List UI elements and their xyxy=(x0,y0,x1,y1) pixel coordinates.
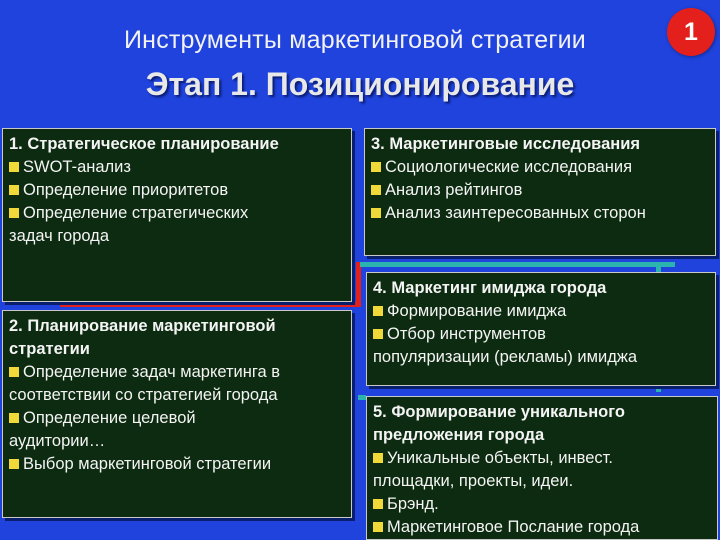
box-marketing-research xyxy=(364,128,716,256)
square-bullet-icon xyxy=(371,208,381,218)
square-bullet-icon xyxy=(371,185,381,195)
list-item: Уникальные объекты, инвест. xyxy=(373,447,711,470)
slide-subtitle: Этап 1. Позиционирование xyxy=(145,66,575,102)
box-marketing-strategy-planning xyxy=(2,310,352,518)
list-item: Маркетинговое Послание города xyxy=(373,516,711,539)
list-item-continuation: аудитории… xyxy=(9,432,106,450)
list-item-continuation: задач города xyxy=(9,227,109,245)
list-item-continuation: площадки, проекты, идеи. xyxy=(373,472,574,490)
box3-heading: 3. Маркетинговые исследования xyxy=(371,135,641,153)
box-unique-city-offer xyxy=(366,396,718,540)
square-bullet-icon xyxy=(373,522,383,532)
connector-red-horizontal xyxy=(60,302,360,307)
list-item-continuation: популяризации (рекламы) имиджа xyxy=(373,348,638,366)
slide-number-badge: 1 xyxy=(667,8,715,56)
box2-heading-line1: 2. Планирование маркетинговой xyxy=(9,317,276,335)
square-bullet-icon xyxy=(373,329,383,339)
square-bullet-icon xyxy=(373,499,383,509)
list-item: Брэнд. xyxy=(373,493,711,516)
list-item: Определение приоритетов xyxy=(9,179,345,202)
list-item: Отбор инструментов xyxy=(373,323,709,346)
box-strategic-planning xyxy=(2,128,352,302)
box5-heading-line2: предложения города xyxy=(373,426,545,444)
connector-teal-horizontal xyxy=(360,262,675,267)
connector-red-vertical xyxy=(356,262,361,307)
list-item: Социологические исследования xyxy=(371,156,709,179)
list-item: Анализ рейтингов xyxy=(371,179,709,202)
box4-heading: 4. Маркетинг имиджа города xyxy=(373,279,607,297)
list-item: Анализ заинтересованных сторон xyxy=(371,202,709,225)
box5-heading-line1: 5. Формирование уникального xyxy=(373,403,625,421)
square-bullet-icon xyxy=(373,306,383,316)
list-item: Определение задач маркетинга в xyxy=(9,361,345,384)
square-bullet-icon xyxy=(9,185,19,195)
square-bullet-icon xyxy=(9,162,19,172)
square-bullet-icon xyxy=(9,367,19,377)
square-bullet-icon xyxy=(373,453,383,463)
box1-heading: 1. Стратегическое планирование xyxy=(9,135,279,153)
square-bullet-icon xyxy=(371,162,381,172)
square-bullet-icon xyxy=(9,459,19,469)
square-bullet-icon xyxy=(9,413,19,423)
slide-title: Инструменты маркетинговой стратегии xyxy=(124,26,586,54)
box-city-image-marketing xyxy=(366,272,716,386)
list-item-continuation: соответствии со стратегией города xyxy=(9,386,278,404)
square-bullet-icon xyxy=(9,208,19,218)
list-item: Выбор маркетинговой стратегии xyxy=(9,453,345,476)
list-item: Формирование имиджа xyxy=(373,300,709,323)
list-item: SWOT-анализ xyxy=(9,156,345,179)
list-item: Определение стратегических xyxy=(9,202,345,225)
list-item: Определение целевой xyxy=(9,407,345,430)
box2-heading-line2: стратегии xyxy=(9,340,90,358)
connector-teal-short xyxy=(358,395,366,400)
